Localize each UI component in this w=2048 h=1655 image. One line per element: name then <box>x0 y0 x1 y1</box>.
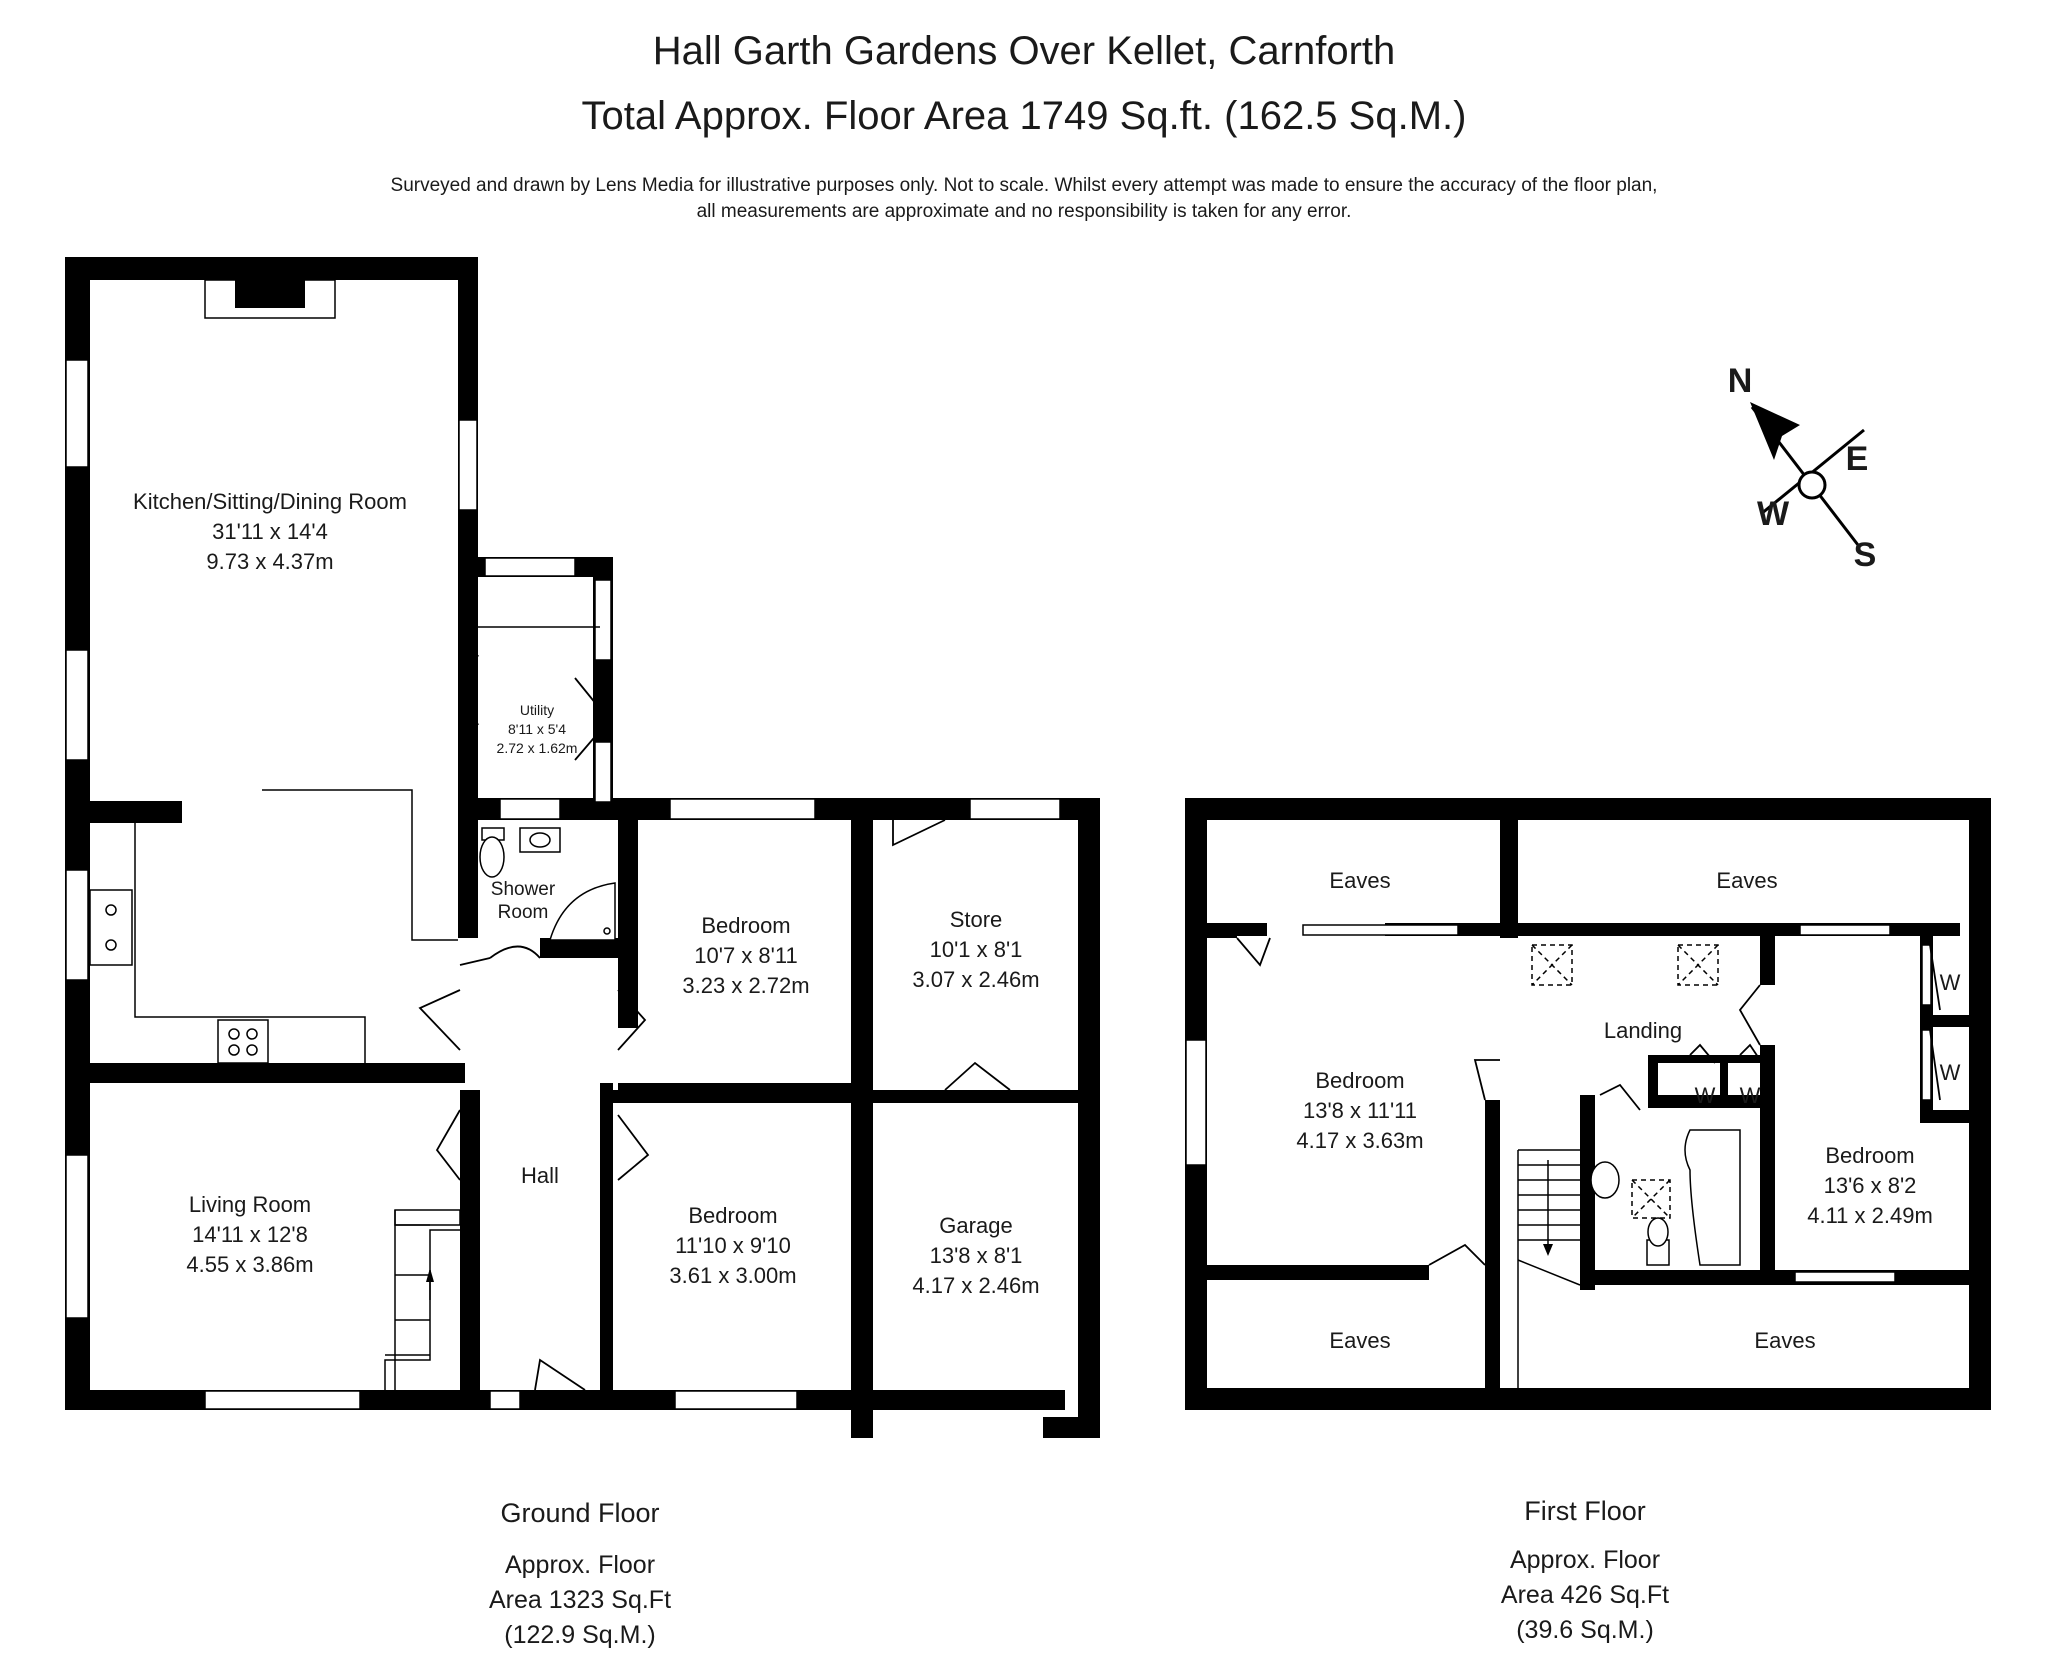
first-floor-area-line-1: Approx. Floor <box>1509 1546 1661 1574</box>
room-dim-imperial: 10'1 x 8'1 <box>929 937 1023 962</box>
room-name-line-1: Shower <box>490 879 556 900</box>
compass-w-label: W <box>1756 495 1790 533</box>
disclaimer-line-1: Surveyed and drawn by Lens Media for illustrative purposes only. Not to scale. Whilst every attempt was made to ensure the accuracy of the floor plan, <box>390 175 1658 196</box>
room-name: Bedroom <box>1315 1068 1405 1093</box>
wardrobe-label: W <box>1939 1060 1961 1085</box>
room-eaves-bottom-left: Eaves <box>1329 1328 1391 1353</box>
room-landing: Landing <box>1603 1018 1683 1043</box>
room-bedroom-rear <box>669 1203 796 1288</box>
first-floor-area-line-3: (39.6 Sq.M.) <box>1516 1616 1654 1644</box>
ground-floor-area-line-2: Area 1323 Sq.Ft <box>488 1586 672 1614</box>
room-garage <box>912 1213 1039 1298</box>
room-bedroom-front <box>682 913 809 998</box>
wardrobe-label: W <box>1939 970 1961 995</box>
room-dim-metric: 4.17 x 3.63m <box>1296 1128 1424 1153</box>
room-name: Bedroom <box>1825 1143 1915 1168</box>
room-name: Living Room <box>188 1192 312 1217</box>
room-name: Store <box>949 907 1003 932</box>
room-name: Bedroom <box>688 1203 778 1228</box>
room-dim-metric: 9.73 x 4.37m <box>206 549 334 574</box>
room-dim-imperial: 13'6 x 8'2 <box>1823 1173 1917 1198</box>
room-dim-imperial: 14'11 x 12'8 <box>192 1222 308 1247</box>
wardrobe-label: W <box>1739 1083 1761 1108</box>
room-dim-metric: 3.61 x 3.00m <box>669 1263 797 1288</box>
room-dim-metric: 4.55 x 3.86m <box>186 1252 314 1277</box>
wardrobe-label: W <box>1694 1083 1716 1108</box>
room-dim-imperial: 13'8 x 11'11 <box>1302 1098 1418 1123</box>
room-dim-metric: 3.23 x 2.72m <box>682 973 810 998</box>
room-eaves-top-right: Eaves <box>1716 868 1778 893</box>
compass-e-label: E <box>1845 440 1869 478</box>
room-name: Bedroom <box>701 913 791 938</box>
room-dim-imperial: 13'8 x 8'1 <box>929 1243 1023 1268</box>
room-dim-imperial: 8'11 x 5'4 <box>507 721 567 737</box>
room-shower <box>491 879 556 923</box>
room-store <box>912 907 1039 992</box>
room-dim-metric: 3.07 x 2.46m <box>912 967 1040 992</box>
disclaimer-line-2: all measurements are approximate and no responsibility is taken for any error. <box>696 201 1352 222</box>
first-floor-area-line-2: Area 426 Sq.Ft <box>1500 1581 1670 1609</box>
room-dim-imperial: 10'7 x 8'11 <box>694 943 798 968</box>
room-bedroom-first-left <box>1296 1068 1423 1153</box>
room-utility <box>497 702 578 756</box>
room-dim-metric: 2.72 x 1.62m <box>496 740 578 756</box>
compass-n-label: N <box>1727 362 1753 400</box>
room-dim-imperial: 31'11 x 14'4 <box>212 519 328 544</box>
room-name: Garage <box>939 1213 1013 1238</box>
room-name: Hall <box>521 1163 559 1188</box>
room-bedroom-first-right <box>1807 1143 1933 1228</box>
ground-floor-area-line-1: Approx. Floor <box>504 1551 656 1579</box>
room-eaves-top-left: Eaves <box>1329 868 1391 893</box>
room-name-line-2: Room <box>497 902 549 923</box>
room-dim-metric: 4.11 x 2.49m <box>1807 1203 1933 1228</box>
room-dim-imperial: 11'10 x 9'10 <box>675 1233 791 1258</box>
plan-total-area: Total Approx. Floor Area 1749 Sq.ft. (162.5 Sq.M.) <box>581 94 1467 138</box>
first-floor-label: First Floor <box>1524 1496 1646 1526</box>
compass-icon <box>1728 362 1877 574</box>
room-eaves-bottom-right: Eaves <box>1754 1328 1816 1353</box>
room-living <box>186 1192 313 1277</box>
room-hall <box>521 1163 559 1188</box>
room-name: Utility <box>519 702 555 718</box>
room-name: Kitchen/Sitting/Dining Room <box>133 489 407 514</box>
room-kitchen-sitting-dining <box>133 489 407 574</box>
room-dim-metric: 4.17 x 2.46m <box>912 1273 1040 1298</box>
ground-floor-label: Ground Floor <box>500 1498 660 1528</box>
compass-s-label: S <box>1853 536 1877 574</box>
plan-title: Hall Garth Gardens Over Kellet, Carnforth <box>652 29 1396 73</box>
ground-floor-area-line-3: (122.9 Sq.M.) <box>504 1621 656 1649</box>
